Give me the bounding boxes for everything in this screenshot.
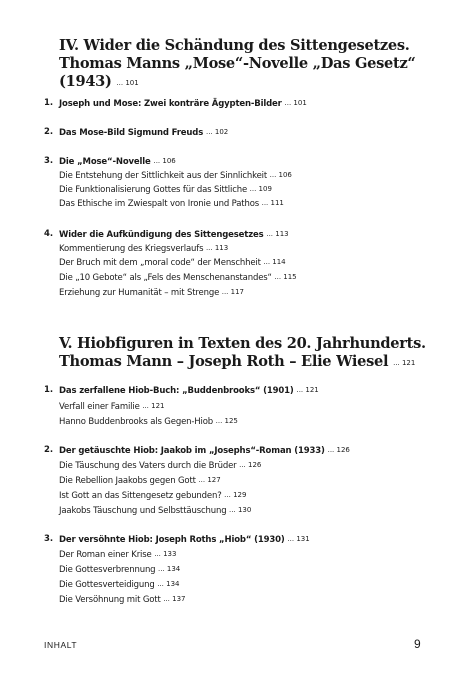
toc-subentry (59, 243, 228, 255)
toc-subentry (59, 416, 238, 428)
toc-subentry (59, 198, 284, 210)
part-5-title-line1: V. Hiobfiguren in Texten des 20. Jahrhunderts. (59, 335, 426, 352)
section-title: Der versöhnte Hiob: Joseph Roths „Hiob“ (1930) (59, 535, 285, 545)
subsection-title: Die Versöhnung mit Gott (59, 595, 161, 605)
part-4-title-line3: (1943) (59, 73, 112, 90)
toc-subentry (59, 549, 176, 561)
part-4-title (59, 37, 439, 92)
toc-subentry (59, 257, 286, 269)
toc-subentry (59, 594, 186, 606)
page-ref: ... 113 (205, 244, 229, 252)
page-ref: ... 133 (154, 550, 177, 558)
page-ref: ... 129 (224, 491, 247, 499)
page-ref: ... 106 (153, 157, 176, 165)
section-title: Der getäuschte Hiob: Jaakob im „Josephs“-Roman (1933) (59, 446, 325, 456)
page-ref: ... 125 (215, 417, 238, 425)
toc-entry (59, 127, 228, 139)
page-ref: ... 127 (198, 476, 221, 484)
page-ref: ... 101 (284, 99, 307, 107)
section-title: Joseph und Mose: Zwei konträre Ägypten-Bilder (59, 99, 282, 109)
page-ref: ... 134 (158, 565, 181, 573)
page-ref: ... 121 (142, 402, 165, 410)
page-number: 9 (414, 637, 421, 651)
page-ref: ... 131 (287, 535, 310, 543)
subsection-title: Der Roman einer Krise (59, 550, 152, 560)
toc-subentry (59, 475, 221, 487)
subsection-title: Die Funktionalisierung Gottes für das Sittliche (59, 185, 248, 195)
subsection-title: Erziehung zur Humanität – mit Strenge (59, 288, 220, 298)
page-ref: ... 137 (163, 595, 186, 603)
page-ref: ... 111 (261, 199, 284, 207)
toc-subentry (59, 564, 180, 576)
page-ref: ... 126 (239, 461, 262, 469)
toc-subentry (59, 490, 246, 502)
part-5-title-line2: Thomas Mann – Joseph Roth – Elie Wiesel (59, 353, 389, 370)
part-5-page: ... 121 (393, 359, 416, 367)
section-title: Das zerfallene Hiob-Buch: „Buddenbrooks“ (1901) (59, 386, 294, 396)
subsection-title: Das Ethische im Zwiespalt von Ironie und Pathos (59, 199, 260, 209)
section-number: 2. (44, 127, 54, 137)
page-ref: ... 106 (269, 171, 292, 179)
section-number: 1. (44, 385, 54, 395)
subsection-title: Die Rebellion Jaakobs gegen Gott (59, 476, 196, 486)
subsection-title: Die Entstehung der Sittlichkeit aus der Sinnlichkeit (59, 171, 268, 181)
toc-subentry (59, 170, 292, 182)
subsection-title: Jaakobs Täuschung und Selbsttäuschung (59, 506, 227, 516)
page-ref: ... 134 (157, 580, 180, 588)
page-ref: ... 130 (229, 506, 252, 514)
subsection-title: Die „10 Gebote“ als „Fels des Menschenanstandes“ (59, 273, 272, 283)
section-number: 2. (44, 445, 54, 455)
toc-subentry (59, 272, 297, 284)
section-number: 4. (44, 229, 54, 239)
toc-entry (59, 156, 176, 168)
toc-entry (59, 534, 310, 546)
toc-subentry (59, 579, 179, 591)
section-number: 1. (44, 98, 54, 108)
page-ref: ... 121 (296, 386, 319, 394)
part-4-page: ... 101 (116, 79, 139, 87)
page-ref: ... 114 (263, 258, 286, 266)
page-ref: ... 115 (274, 273, 297, 281)
subsection-title: Die Täuschung des Vaters durch die Brüder (59, 461, 237, 471)
toc-subentry (59, 505, 251, 517)
section-title: Wider die Aufkündigung des Sittengesetzes (59, 230, 264, 240)
part-4-title-line2: Thomas Manns „Mose“-Novelle „Das Gesetz“ (59, 55, 416, 72)
section-number: 3. (44, 156, 54, 166)
subsection-title: Kommentierung des Kriegsverlaufs (59, 244, 204, 254)
page-ref: ... 113 (266, 230, 289, 238)
part-4-title-line1: IV. Wider die Schändung des Sittengesetzes. (59, 37, 410, 54)
subsection-title: Verfall einer Familie (59, 402, 140, 412)
toc-subentry (59, 287, 244, 299)
section-title: Das Mose-Bild Sigmund Freuds (59, 128, 204, 138)
subsection-title: Ist Gott an das Sittengesetz gebunden? (59, 491, 222, 501)
toc-entry (59, 385, 319, 397)
toc-entry (59, 229, 289, 241)
toc-subentry (59, 184, 272, 196)
page-ref: ... 102 (205, 128, 229, 136)
toc-subentry (59, 401, 165, 413)
subsection-title: Die Gottesverbrennung (59, 565, 156, 575)
section-number: 3. (44, 534, 54, 544)
subsection-title: Hanno Buddenbrooks als Gegen-Hiob (59, 417, 214, 427)
toc-entry (59, 445, 350, 457)
toc-entry (59, 98, 307, 110)
subsection-title: Die Gottesverteidigung (59, 580, 155, 590)
section-title: Die „Mose“-Novelle (59, 157, 151, 167)
toc-subentry (59, 460, 261, 472)
subsection-title: Der Bruch mit dem „moral code“ der Menschheit (59, 258, 261, 268)
page-ref: ... 126 (327, 446, 350, 454)
page-ref: ... 109 (249, 185, 272, 193)
running-footer-label: INHALT (44, 640, 78, 650)
part-5-title (59, 335, 439, 372)
page-ref: ... 117 (221, 288, 244, 296)
